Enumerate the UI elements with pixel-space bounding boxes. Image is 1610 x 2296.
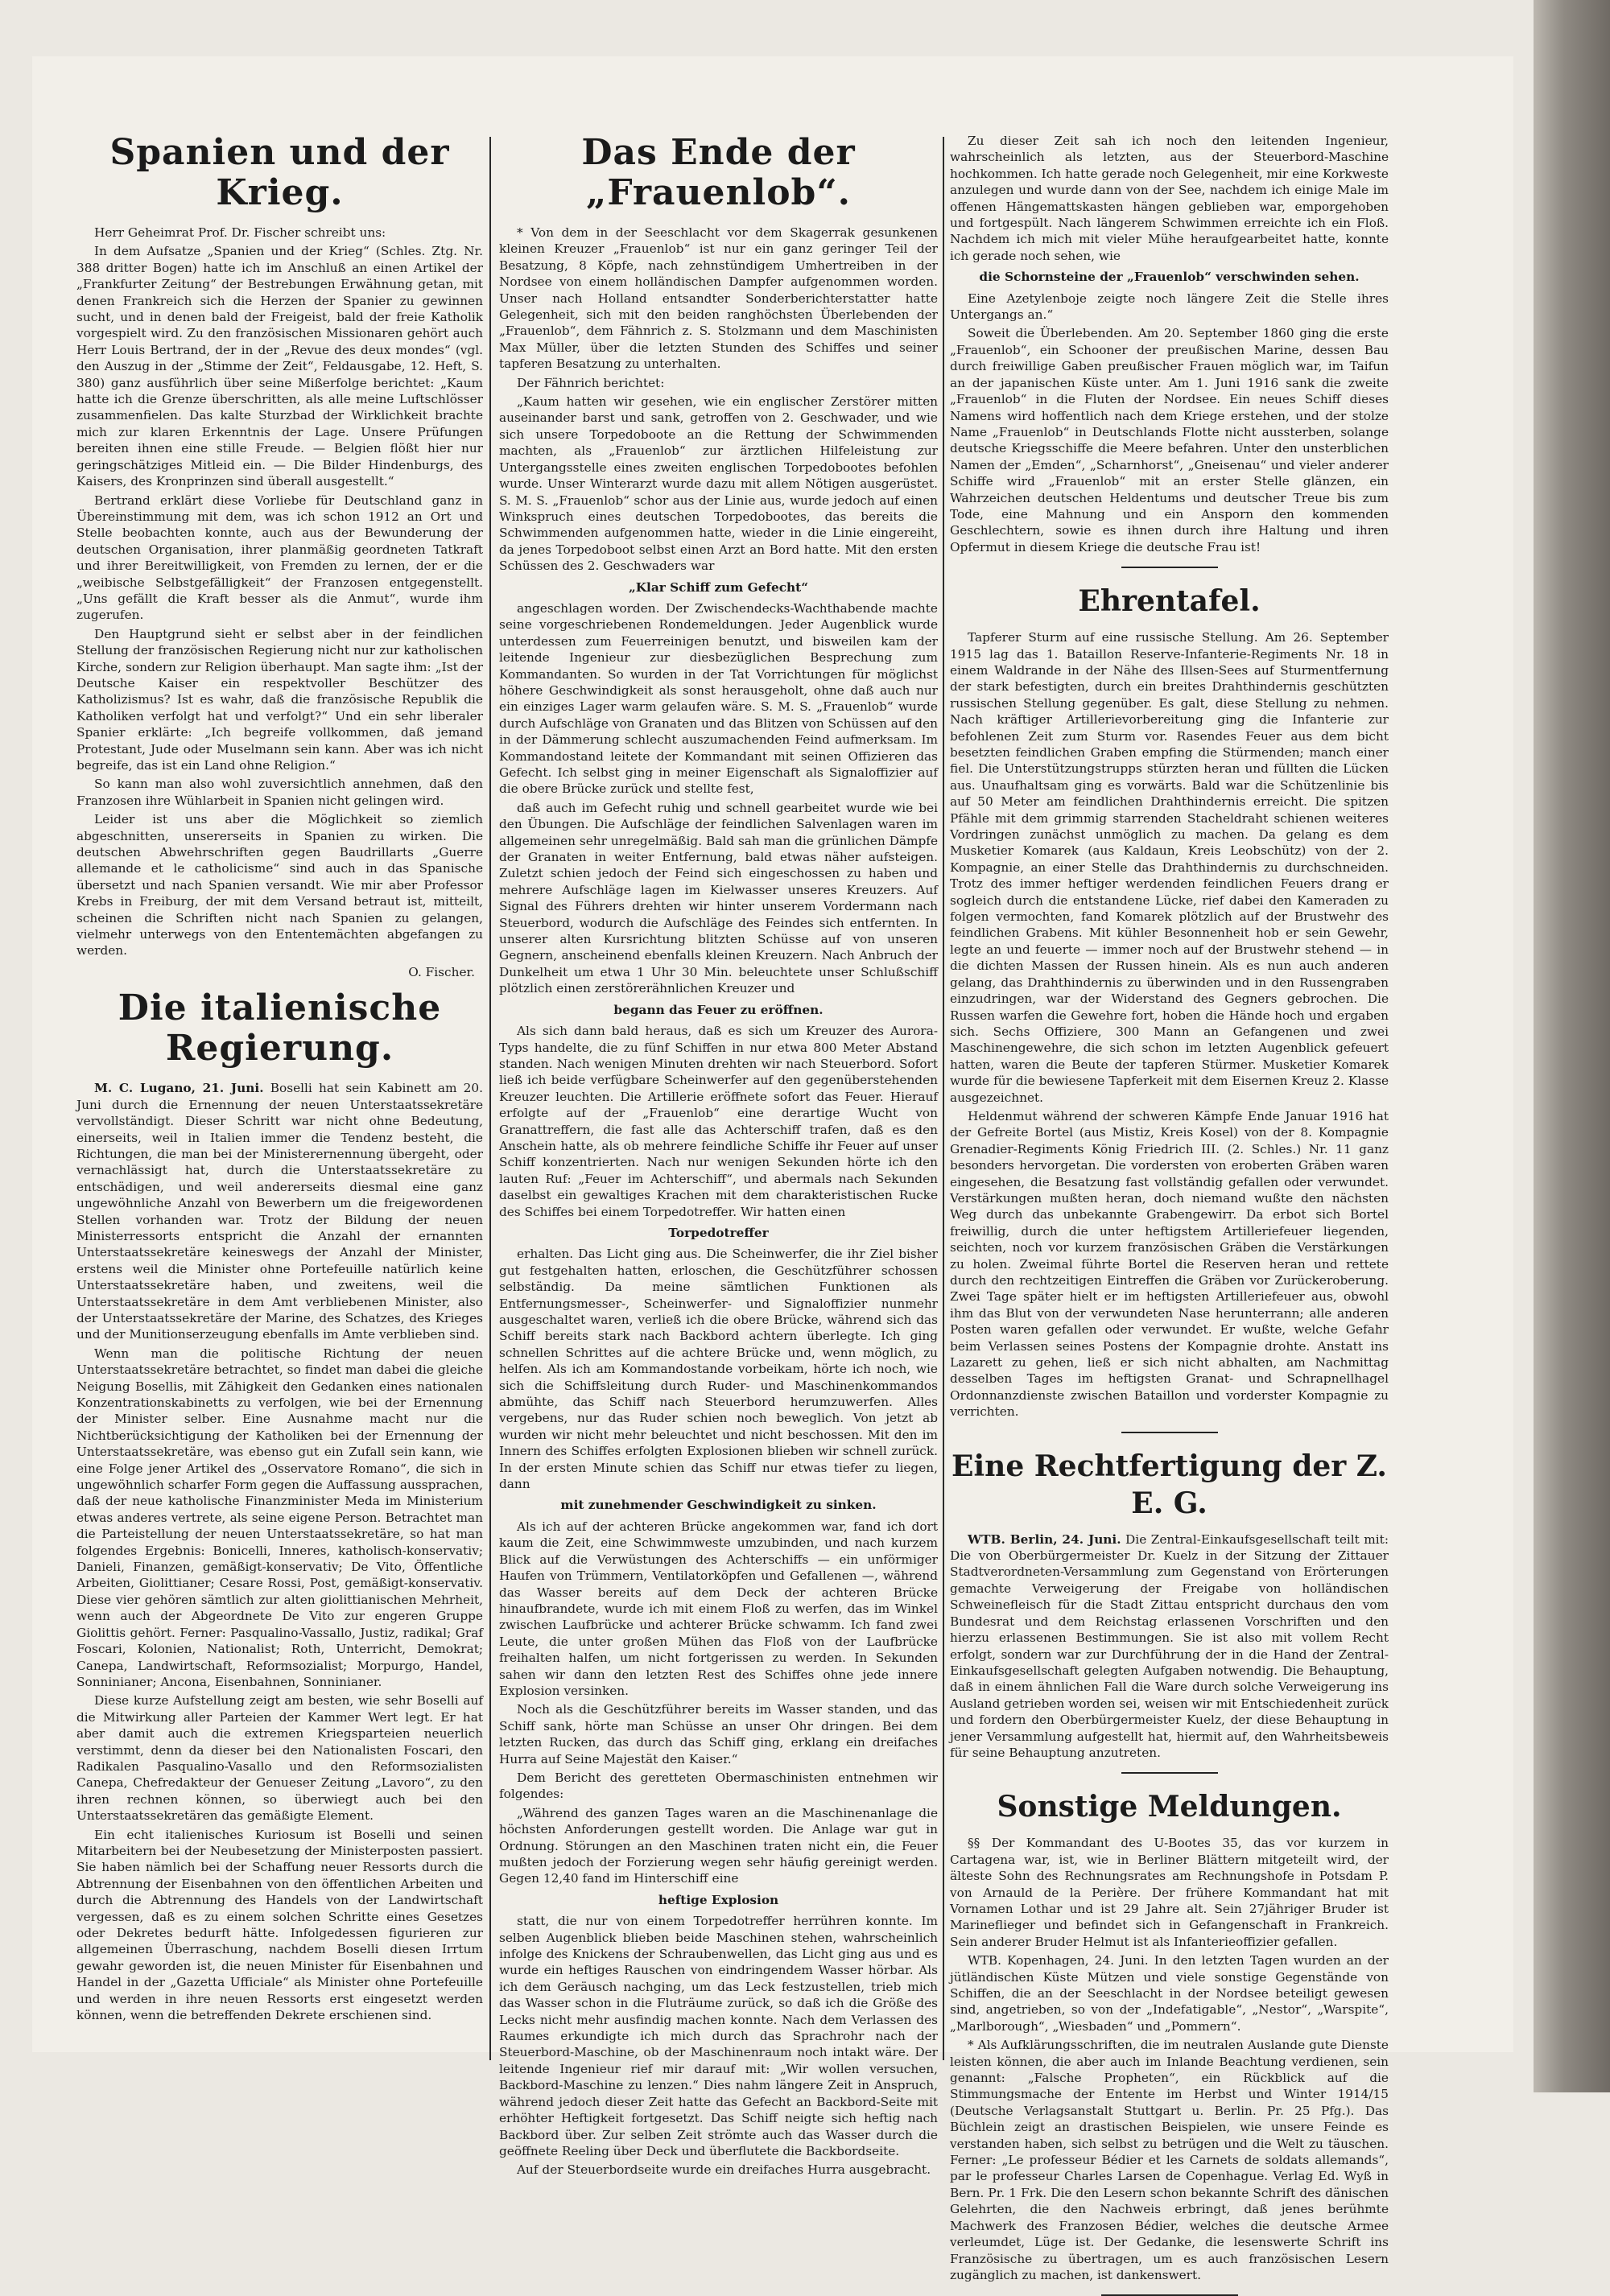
headline-frauenlob: Das Ende der „Frauenlob“. [581, 132, 856, 213]
paragraph-text: Die Zentral-Einkaufsgesellschaft teilt mit: Die von Oberbürgermeister Dr. Kuelz in der Sitzung der Zittauer Stadtverordneten-Versammlung zum Gegenstand von Erörterungen gemachte Verweigerung der Freigabe von holländischen Schweinefleisch für die Stadt Zittau entspricht durchaus den vom Bundesrat und dem Reichstag erlassenen Vorschriften und den hierzu erlassenen Bestimmungen. Sie ist also mit vollem Recht erfolgt, sondern war zur Durchführung der in die Hand der Zentral-Einkaufsgesellschaft gelegten Aufgaben notwendig. Die Behauptung, daß in einem ähnlichen Fall die Ware durch solche Verweigerung ins Ausland getrieben worden sei, weisen wir mit Entschiedenheit zurück und fordern den Oberbürgermeister Kuelz, der diese Behauptung in jener Versammlung aufgestellt hat, hiermit auf, den Wahrheitsbeweis für seine Behauptung anzutreten. [950, 1531, 1389, 1760]
paragraph: Herr Geheimrat Prof. Dr. Fischer schreibt uns: [94, 225, 386, 240]
paragraph: Eine Azetylenboje zeigte noch längere Zeit die Stelle ihres Untergangs an.“ [950, 291, 1389, 323]
headline-italienische-regierung: Die italienische Regierung. [118, 987, 442, 1070]
paragraph: §§ Der Kommandant des U-Bootes 35, das vor kurzem in Cartagena war, ist, wie in Berliner Blättern mitgeteilt wird, der älteste Sohn des Rechnungsrates am Rechnungshofe in Potsdam P. von Arnauld de la Perière. Der frühere Kommandant hat mit Vornamen Lothar und ist 29 Jahre alt. Sein 27jähriger Bruder ist Marineflieger und befindet sich in Gefangenschaft in Frankreich. Sein anderer Bruder Helmut ist als Infanterieoffizier gefallen. [950, 1836, 1389, 1949]
paragraph-with-dateline [76, 1080, 483, 1343]
dateline: M. C. Lugano, 21. Juni. [94, 1081, 264, 1096]
section-divider [1121, 1432, 1218, 1433]
paragraph: „Während des ganzen Tages waren an die Maschinenanlage die höchsten Anforderungen gestellt worden. Die Anlage war gut in Ordnung. Störungen an den Maschinen traten nicht ein, die Feuer mußten jedoch der Forzierung wegen sehr häufig gereinigt werden. Gegen 12,40 fand im Hinterschiff eine [499, 1805, 938, 1886]
paragraph: Heldenmut während der schweren Kämpfe Ende Januar 1916 hat der Gefreite Bortel (aus Mistiz, Kreis Kosel) von der 8. Kompagnie Grenadier-Regiments König Friedrich III. (2. Schles.) Nr. 11 ganz besonders hervorgetan. Die vordersten von eroberten Gräben waren eingesehen, die Besatzung fast vollständig gefallen oder verwundet. Verstärkungen mußten heran, doch niemand wußte den nächsten Weg durch das unbekannte Grabengewirr. Da erbot sich Bortel freiwillig, durch die unter heftigstem Artilleriefeuer liegenden, seichten, noch vor kurzem französischen Gräben die Verstärkungen zu holen. Zweimal führte Bortel die Reserven heran und rettete durch den rechtzeitigen Eintreffen die Gräben vor Zurückeroberung. Zwei Tage später hielt er im heftigsten Artilleriefeuer aus, obwohl ihm das Blut von der verwundeten Nase herunterrann; alle anderen Posten waren gefallen oder verwundet. Er wußte, welche Gefahr beim Verlassen seines Postens der Kompagnie drohte. Anstatt ins Lazarett zu gehen, ließ er sich nicht abhalten, am Nachmittag desselben Tages im heftigsten Granat- und Schrapnellhagel Ordonnanzdienste zwischen Bataillon und vorderster Kompagnie zu verrichten. [950, 1108, 1389, 1420]
paragraph: „Kaum hatten wir gesehen, wie ein englischer Zerstörer mitten auseinander barst und sank, getroffen von 2. Geschwader, und wie sich unsere Torpedoboote an die Rettung der Schwimmenden machten, als „Frauenlob“ zur ärztlichen Hilfeleistung zur Untergangsstelle eines zweiten englischen Torpedobootes befohlen wurde. Unser Winterarzt wurde dazu mit allem Nötigen ausgerüstet. S. M. S. „Frauenlob“ schor aus der Linie aus, wurde jedoch auf einen Winkspruch eines deutschen Torpedobootes, das bereits die Schwimmenden aufgenommen hatte, wieder in die Linie eingereiht, da jenes Torpedoboot selbst einen Arzt an Bord hatte. Mit den ersten Schüssen des 2. Geschwaders war [499, 394, 938, 574]
paragraph: Soweit die Überlebenden. Am 20. September 1860 ging die erste „Frauenlob“, ein Schooner der preußischen Marine, dessen Bau durch freiwillige Gaben preußischer Frauen möglich war, im Taifun an der japanischen Küste unter. Am 1. Juni 1916 sank die zweite „Frauenlob“ in die Fluten der Nordsee. Ein neues Schiff dieses Namens wird hoffentlich nach dem Kriege erstehen, und der stolze Name „Frauenlob“ in Deutschlands Flotte nicht aussterben, solange deutsche Kriegsschiffe die Meere befahren. Unter den unsterblichen Namen der „Emden“, „Scharnhorst“, „Gneisenau“ und vieler anderer Schiffe wird „Frauenlob“ mit an erster Stelle glänzen, ein Wahrzeichen deutschen Heldentums und deutscher Treue bis zum Tode, eine Mahnung und ein Ansporn den kommenden Geschlechtern, sowie es ihnen durch ihre Haltung und ihren Opfermut in diesem Kriege die deutsche Frau ist! [950, 326, 1389, 554]
paragraph: Leider ist uns aber die Möglichkeit so ziemlich abgeschnitten, unsererseits in Spanien zu wirken. Die deutschen Abwehrschriften gegen Baudrillarts „Guerre allemande et le catholicisme“ sind auch in das Spanische übersetzt und nach Spanien versandt. Wie mir aber Professor Krebs in Freiburg, der mit dem Versand betraut ist, mitteilt, scheinen die Schriften nicht nach Spanien zu gelangen, vielmehr unterwegs von den Ententemächten abgefangen zu werden. [76, 812, 483, 958]
paragraph: * Als Aufklärungsschriften, die im neutralen Auslande gute Dienste leisten können, die aber auch im Inlande Beachtung verdienen, sein genannt: „Falsche Propheten“, ein Rückblick auf die Stimmungsmache der Entente im Herbst und Winter 1914/15 (Deutsche Verlagsanstalt Stuttgart u. Berlin. Pr. 25 Pfg.). Das Büchlein zeigt an drastischen Beispielen, wie unsere Feinde es verstanden haben, sich selbst zu betrügen und die Welt zu täuschen. Ferner: „Le professeur Bédier et les Carnets de soldats allemands“, par le professeur Charles Larsen de Copenhague. Verlag Ed. Wyß in Bern. Pr. 1 Frk. Die den Lesern schon bekannte Schrift des dänischen Gelehrten, die den Nachweis erbringt, daß jenes berühmte Machwerk des Franzosen Bédier, welches die deutsche Armee verleumdet, Lüge ist. Der Gedanke, die lesenswerte Schrift ins Französische zu übertragen, um es auch französischen Lesern zugänglich zu machen, ist dankenswert. [950, 2038, 1389, 2282]
section-divider [1121, 567, 1218, 568]
paragraph: WTB. Kopenhagen, 24. Juni. In den letzten Tagen wurden an der jütländischen Küste Mützen und viele sonstige Gegenstände von Schiffen, die an der Seeschlacht in der Nordsee beteiligt gewesen sind, angetrieben, so von der „Indefatigable“, „Nestor“, „Warspite“, „Marlborough“, „Wiesbaden“ und „Pommern“. [950, 1953, 1389, 2034]
subheading: mit zunehmender Geschwindigkeit zu sinken. [560, 1498, 877, 1513]
section-divider [1121, 1772, 1218, 1774]
paragraph: Dem Bericht des geretteten Obermaschinisten entnehmen wir folgendes: [499, 1770, 938, 1802]
paragraph: Diese kurze Aufstellung zeigt am besten, wie sehr Boselli auf die Mitwirkung aller Parteien der Kammer Wert legt. Er hat aber damit auch die extremen Kriegsparteien neuerlich verstimmt, denn da dieser bei den Nationalisten Foscari, den Radikalen Pasqualino-Vasallo und den Reformsozialisten Canepa, Chefredakteur der Genueser Zeitung „Lavoro“, zu den ihren rechnen können, so überwiegt auch bei den Unterstaatssekretären das gemäßigte Element. [76, 1693, 483, 1824]
paragraph: Ein echt italienisches Kuriosum ist Boselli und seinen Mitarbeitern bei der Neubesetzung der Ministerposten passiert. Sie haben nämlich bei der Schaffung neuer Ressorts durch die Abtrennung der Eisenbahnen von den öffentlichen Arbeiten und durch die Abtrennung des Handels von der Landwirtschaft vergessen, daß es zu einem solchen Schritte eines Gesetzes oder Dekretes bedurft hätte. Infolgedessen figurieren zur allgemeinen Überraschung, nachdem Boselli diesen Irrtum gewahr geworden ist, die neuen Minister für Eisenbahnen und Handel in der „Gazetta Ufficiale“ als Minister ohne Portefeuille und werden in ihre neuen Ressorts erst eingesetzt werden können, wenn die betreffenden Dekrete erschienen sind. [76, 1827, 483, 2023]
paragraph: In dem Aufsatze „Spanien und der Krieg“ (Schles. Ztg. Nr. 388 dritter Bogen) hatte ich im Anschluß an einen Artikel der „Frankfurter Zeitung“ der Bestrebungen Erwähnung getan, mit denen Frankreich sich die Herzen der Spanier zu gewinnen sucht, und in denen bald der Freigeist, bald der freie Katholik vorgespielt wird. Zu den französischen Missionaren gehört auch Herr Louis Bertrand, der in der „Revue des deux mondes“ (vgl. den Auszug in der „Stimme der Zeit“, Feldausgabe, 12. Heft, S. 380) ganz ausführlich über seine Mißerfolge berichtet: „Kaum hatte ich die Grenze überschritten, als alle meine Luftschlösser zusammenfielen. Das kalte Sturzbad der Wirklichkeit brachte mich zur klaren Erkenntnis der Lage. Unsere Prüfungen bereiten ihnen eine stille Freude. — Belgien flößt hier nur geringschätziges Mitleid ein. — Die Bilder Hindenburgs, des Kaisers, des Kronprinzen sind überall ausgestellt.“ [76, 244, 483, 489]
headline-rechtfertigung: Eine Rechtfertigung der Z. E. G. [952, 1449, 1387, 1520]
paragraph: Tapferer Sturm auf eine russische Stellung. Am 26. September 1915 lag das 1. Bataillon Reserve-Infanterie-Regiments Nr. 18 in einem Waldrande in der Nähe des Illsen-Sees auf Sturmentfernung der stark befestigten, durch ein breites Drahthindernis geschützten russischen Stellung gegenüber. Es galt, diese Stellung zu nehmen. Nach kräftiger Artillerievorbereitung ging die Infanterie zur befohlenen Zeit zum Sturm vor. Rasendes Feuer aus dem bicht besetzten feindlichen Graben empfing die Stürmenden; manch einer fiel. Die Unterstützungstrupps stürzten heran und füllten die Lücken aus. Unaufhaltsam ging es vorwärts. Bald war die Schützenlinie bis auf 50 Meter am feindlichen Drahthindernis erreicht. Die spitzen Pfähle mit dem grimmig starrenden Stacheldraht schienen weiteres Vordringen zunächst unmöglich zu machen. Da gelang es dem Musketier Komarek (aus Kaldaun, Kreis Leobschütz) von der 2. Kompagnie, an einer Stelle das Drahthindernis zu durchschneiden. Trotz des immer heftiger werdenden feindlichen Feuers drang er sogleich durch die entstandene Lücke, rief dabei den Kameraden zu folgen vermochten, fand Komarek plötzlich auf der Brustwehr des feindlichen Grabens. Mit kühler Besonnenheit hob er sein Gewehr, legte an und feuerte — immer noch auf der Brustwehr stehend — in die dichten Massen der Russen hinein. Als es nun auch anderen gelang, das Drahthindernis zu überwinden und in den Russengraben einzudringen, war der Widerstand des Gegners gebrochen. Die Russen warfen die Gewehre fort, hoben die Hände hoch und ergaben sich. Sechs Offiziere, 300 Mann an Gefangenen und zwei Maschinengewehre, die sich schon im letzten Augenblick gefeuert hatten, waren die Beute der tapferen Stürmer. Musketier Komarek wurde für die bewiesene Tapferkeit mit dem Eisernen Kreuz 2. Klasse ausgezeichnet. [950, 630, 1389, 1105]
paragraph: Auf der Steuerbordseite wurde ein dreifaches Hurra ausgebracht. [517, 2162, 931, 2178]
subheading: Torpedotreffer [668, 1225, 769, 1240]
paragraph-text: Boselli hat sein Kabinett am 20. Juni durch die Ernennung der neuen Unterstaatssekretäre vervollständigt. Dieser Schritt war nicht ohne Bedeutung, einerseits, weil in Italien immer die Tendenz besteht, die Richtungen, die man bei der Ministerernennung übergeht, oder vernachlässigt hat, durch die Unterstaatssekretäre zu entschädigen, und weil andererseits diesmal eine ganz ungewöhnliche Anzahl von Bewerbern um die freigewordenen Stellen vorhanden war. Trotz der Bildung der neuen Ministerressorts entspricht die Anzahl der ernannten Unterstaatssekretäre keineswegs der Anzahl der Minister, erstens weil die Minister ohne Portefeuille natürlich keine Unterstaatssekretäre haben, und zweitens, weil die Unterstaatssekretäre in dem Amt verbliebenen Minister, also der Unterstaatssekretäre der Marine, des Schatzes, des Krieges und der Munitionserzeugung ebenfalls im Amte verblieben sind. [76, 1081, 483, 1342]
paragraph: Als sich dann bald heraus, daß es sich um Kreuzer des Aurora-Typs handelte, die zu fünf Schiffen in nur etwa 800 Meter Abstand standen. Nach wenigen Minuten drehten wir nach Steuerbord. Sofort ließ ich beide verfügbare Scheinwerfer auf den gegenüberstehenden Kreuzer leuchten. Die Artillerie eröffnete sofort das Feuer. Hierauf erfolgte auf der „Frauenlob“ eine derartige Wucht von Granattreffern, die fast alle das Achterschiff trafen, daß es den Anschein hatte, als ob mehrere feindliche Schiffe ihr Feuer auf unser Schiff konzentrierten. Nach nur wenigen Sekunden hörte ich den lauten Ruf: „Feuer im Achterschiff“, und abermals nach Sekunden daselbst ein gewaltiges Krachen mit dem charakteristischen Rucke des Schiffes bei einem Torpedotreffer. Wir hatten einen [499, 1024, 938, 1219]
headline-spanien: Spanien und der Krieg. [109, 132, 450, 213]
paragraph: angeschlagen worden. Der Zwischendecks-Wachthabende machte seine vorgeschriebenen Rondemeldungen. Jeder Augenblick wurde unterdessen zum Feuerreinigen benutzt, und bisweilen kam der leitende Ingenieur zur diesbezüglichen Besprechung zum Kommandanten. So wurden in der Tat Vorrichtungen für möglichst höhere Geschwindigkeit als sonst herausgeholt, ohne daß auch nur ein einziges Lager warm gelaufen wäre. S. M. S. „Frauenlob“ wurde durch Aufschläge von Granaten und das Blitzen von Schüssen auf den in der Dämmerung schlecht auszumachenden Feind aufmerksam. Im Kommandostand leitete der Kommandant mit seinen Offizieren das Gefecht. Ich selbst ging in meiner Eigenschaft als Signaloffizier auf die obere Brücke zurück und stellte fest, [499, 600, 938, 797]
column-rule-1 [489, 137, 491, 2060]
paragraph: Den Hauptgrund sieht er selbst aber in der feindlichen Stellung der französischen Regierung nicht nur zur katholischen Kirche, sondern zur Religion überhaupt. Man sagte ihm: „Ist der Deutsche Kaiser ein respektvoller Beschützer des Katholizismus? Ist es wahr, daß die französische Republik die Katholiken verfolgt hat und verfolgt?“ Und ein sehr liberaler Spanier erklärte: „Ich begreife vollkommen, daß jemand Protestant, Jude oder Muselmann sein kann. Aber was ich nicht begreife, das ist ein Land ohne Religion.“ [76, 626, 483, 773]
paragraph: statt, die nur von einem Torpedotreffer herrühren konnte. Im selben Augenblick blieben beide Maschinen stehen, wahrscheinlich infolge des Knickens der Schraubenwellen, das Licht ging aus und es wurde ein heftiges Rauschen von eindringendem Wasser hörbar. Als ich dem Geräusch nachging, um das Leck festzustellen, trieb mich das Wasser schon in die Fluträume zurück, so daß ich die Größe des Lecks nicht mehr ausfindig machen konnte. Nach dem Verlassen des Raumes erkundigte ich mich durch das Sprachrohr nach der Steuerbord-Maschine, ob der Maschinenraum noch intakt wäre. Der leitende Ingenieur rief mir darauf mit: „Wir wollen versuchen, Backbord-Maschine zu lenzen.“ Dies nahm längere Zeit in Anspruch, während jedoch dieser Zeit hatte das Gefecht an Backbord-Seite mit erhöhter Heftigkeit fortgesetzt. Das Schiff neigte sich heftig nach Backbord über. Zur selben Zeit strömte auch das Wasser durch die geöffnete Reeling über Deck und überflutete die Backbordseite. [499, 1914, 938, 2158]
scan-edge-shadow [1534, 0, 1610, 2092]
headline-sonstige-meldungen: Sonstige Meldungen. [997, 1790, 1342, 1824]
paragraph: Wenn man die politische Richtung der neuen Unterstaatssekretäre betrachtet, so findet man dabei die gleiche Neigung Bosellis, mit Zähigkeit den Gedanken eines nationalen Konzentrationskabinetts zu verfolgen, wie bei der Ernennung der Minister selber. Eine Ausnahme macht nur die Nichtberücksichtigung der Katholiken bei der Ernennung der Unterstaatssekretäre, was ebenso gut ein Zufall sein kann, wie eine Folge jener Artikel des „Osservatore Romano“, die sich in ungewöhnlich scharfer Form gegen die Auffassung aussprachen, daß der neue katholische Finanzminister Meda im Ministerium etwas anderes vertrete, als seine eigene Person. Betrachtet man die Parteistellung der neuen Unterstaatssekretäre, so hat man folgendes Ergebnis: Bonicelli, Inneres, katholisch-konservativ; Danieli, Finanzen, gemäßigt-konservativ; De Vito, Öffentliche Arbeiten, Giolittianer; Cesare Rossi, Post, gemäßigt-konservativ. Diese vier gehören sämtlich zur alten giolittianischen Mehrheit, wenn auch der Abgeordnete De Vito zur engeren Gruppe Giolittis gehört. Ferner: Pasqualino-Vassallo, Justiz, radikal; Graf Foscari, Kolonien, Nationalist; Roth, Unterricht, Demokrat; Canepa, Landwirtschaft, Reformsozialist; Morpurgo, Handel, Sonninianer; Ancona, Eisenbahnen, Sonninianer. [76, 1346, 483, 1689]
subheading: die Schornsteine der „Frauenlob“ verschwinden sehen. [979, 270, 1360, 285]
signature: O. Fischer. [408, 964, 475, 979]
paragraph: daß auch im Gefecht ruhig und schnell gearbeitet wurde wie bei den Übungen. Die Aufschläge der feindlichen Salvenlagen waren im allgemeinen sehr unregelmäßig. Bald sah man die grünlichen Dämpfe der Granaten in weiter Entfernung, bald etwas näher aufsteigen. Zuletzt schien jedoch der Feind sich eingeschossen zu haben und mehrere Aufschläge lagen im Kielwasser unseres Kreuzers. Auf Signal des Führers drehten wir hinter unserem Vordermann nach Steuerbord, wodurch die Aufschläge des Feindes sich entfernten. In unserer alten Kursrichtung blitzten Schüsse auf von unseren Gegnern, anscheinend ebenfalls kleinen Kreuzern. Nach Anbruch der Dunkelheit um etwa 1 Uhr 30 Min. beleuchtete unser Schlußschiff plötzlich einen zerstörerähnlichen Kreuzer und [499, 800, 938, 996]
headline-ehrentafel: Ehrentafel. [1078, 584, 1261, 619]
paragraph-with-dateline [950, 1531, 1389, 1762]
subheading: begann das Feuer zu eröffnen. [613, 1002, 824, 1017]
column-3 [950, 133, 1389, 2282]
paragraph: Zu dieser Zeit sah ich noch den leitenden Ingenieur, wahrscheinlich als letzten, aus der Steuerbord-Maschine hochkommen. Ich hatte gerade noch Gelegenheit, mir eine Korkweste anzulegen und wurde dann von der See, nachdem ich einige Male im offenen Hängemattskasten hängen geblieben war, emporgehoben und fortgespült. Nach längerem Schwimmen erreichte ich ein Floß. Nachdem ich mich mit vieler Mühe heraufgearbeitet hatte, konnte ich gerade noch sehen, wie [950, 134, 1389, 263]
paragraph: Bertrand erklärt diese Vorliebe für Deutschland ganz in Übereinstimmung mit dem, was ich schon 1912 an Ort und Stelle beobachten konnte, auch aus der Bewunderung der deutschen Organisation, ihrer planmäßig geordneten Tatkraft und ihrer Bereitwilligkeit, von Fremden zu lernen, der er die „weibische Selbstgefälligkeit“ der Franzosen entgegenstellt. „Uns gefällt die Kraft besser als die Anmut“, wurde ihm zugerufen. [76, 493, 483, 623]
newspaper-page [32, 56, 1513, 2282]
dateline: WTB. Berlin, 24. Juni. [968, 1531, 1121, 1547]
column-1 [76, 133, 483, 2056]
paragraph: Der Fähnrich berichtet: [517, 375, 665, 390]
column-2 [499, 132, 938, 2178]
paragraph: Als ich auf der achteren Brücke angekommen war, fand ich dort kaum die Zeit, eine Schwimmweste umzubinden, und nach kurzem Blick auf die Verwüstungen des Achterschiffs — ein unförmiger Haufen von Trümmern, Ventilatorköpfen und Gefallenen —, während das Wasser bereits auf dem Deck der achteren Brücke hinaufbrandete, wurde ich mit einem Floß zu werfen, das im Winkel zwischen Laufbrücke und achterer Brücke schwamm. Ich fand zwei Leute, die unter großen Mühen das Floß von der Laufbrücke freihalten halfen, um nicht fortgerissen zu werden. In Sekunden sahen wir dann den letzten Rest des Schiffes ohne jede innere Explosion versinken. [499, 1519, 938, 1698]
subheading: „Klar Schiff zum Gefecht“ [628, 579, 809, 595]
column-rule-2 [943, 137, 944, 2060]
paragraph: erhalten. Das Licht ging aus. Die Scheinwerfer, die ihr Ziel bisher gut festgehalten hatten, erloschen, die Geschützführer schossen selbständig. Da meine sämtlichen Funktionen als Entfernungsmesser-, Scheinwerfer- und Signaloffizier nunmehr ausgeschaltet waren, verließ ich die obere Brücke, während sich das Schiff bereits stark nach Backbord achtern überlegte. Ich ging schnellen Schrittes auf die achtere Brücke und, wenn möglich, zu helfen. Als ich am Kommandostande vorbeikam, hörte ich noch, wie sich die Schiffsleitung durch Ruder- und Maschinenkommandos abmühte, das Schiff nach Steuerbord herumzuwerfen. Alles vergebens, nur das Ruder schien noch beweglich. Von jetzt ab wurden wir nicht mehr beleuchtet und nicht beschossen. Mit den im Innern des Schiffes erfolgten Explosionen blieben wir schnell zurück. In der ersten Minute schien das Schiff nur etwas tiefer zu liegen, dann [499, 1247, 938, 1492]
paragraph: Noch als die Geschützführer bereits im Wasser standen, und das Schiff sank, hörte man Schüsse an unser Ohr dringen. Bei dem letzten Rucken, das durch das Schiff ging, erklang ein dreifaches Hurra auf Seine Majestät den Kaiser.“ [499, 1702, 938, 1766]
paragraph: So kann man also wohl zuversichtlich annehmen, daß den Franzosen ihre Wühlarbeit in Spanien nicht gelingen wird. [76, 777, 483, 808]
paragraph: * Von dem in der Seeschlacht vor dem Skagerrak gesunkenen kleinen Kreuzer „Frauenlob“ ist nur ein ganz geringer Teil der Besatzung, 8 Köpfe, nach zehnstündigem Umhertreiben in der Nordsee von einem holländischen Dampfer aufgenommen worden. Unser nach Holland entsandter Sonderberichterstatter hatte Gelegenheit, sich mit den beiden ranghöchsten Überlebenden der „Frauenlob“, dem Fähnrich z. S. Stolzmann und dem Maschinisten Max Müller, über die letzten Stunden des Schiffes und seiner tapferen Besatzung zu unterhalten. [499, 225, 938, 372]
subheading: heftige Explosion [658, 1892, 779, 1907]
